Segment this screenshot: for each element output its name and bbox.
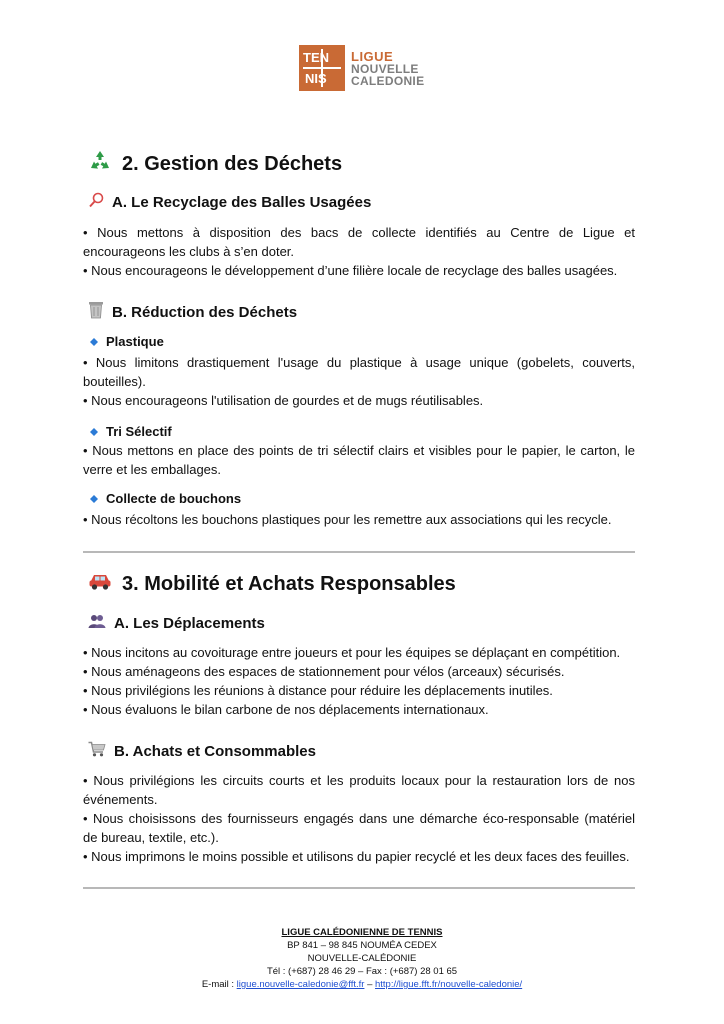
section-3a-title: A. Les Déplacements <box>114 614 265 632</box>
shopping-cart-icon <box>88 741 106 761</box>
blue-diamond-icon <box>90 491 98 506</box>
footer-website-link[interactable]: http://ligue.fft.fr/nouvelle-caledonie/ <box>375 979 523 990</box>
subsection-bouchons-heading <box>90 491 241 506</box>
footer-organization: LIGUE CALÉDONIENNE DE TENNIS <box>281 927 443 938</box>
list-item: • Nous aménageons des espaces de stationnement pour vélos (arceaux) sécurisés. <box>83 664 565 679</box>
section-3a-body <box>83 643 635 719</box>
car-icon <box>88 571 112 597</box>
logo-wordmark <box>351 50 424 87</box>
logo-line-2: NOUVELLE <box>351 61 419 76</box>
footer-region: NOUVELLE-CALÉDONIE <box>307 953 417 964</box>
list-item: • Nous récoltons les bouchons plastiques pour les remettre aux associations qui les recycle. <box>83 512 612 527</box>
blue-diamond-icon <box>90 424 98 439</box>
section-3-heading <box>88 571 456 597</box>
footer-phone: Tél : (+687) 28 46 29 – Fax : (+687) 28 01 65 <box>266 966 458 977</box>
tennis-racket-icon <box>88 192 104 212</box>
subsection-plastique-body <box>83 353 635 410</box>
section-2-title: 2. Gestion des Déchets <box>122 152 343 175</box>
subsection-tri-body <box>83 441 635 479</box>
logo-mark-bottom: NIS <box>305 71 327 86</box>
logo-mark <box>299 45 345 91</box>
section-divider <box>83 551 635 553</box>
section-2a-body <box>83 223 635 280</box>
footer-email-label: E-mail : <box>201 979 237 990</box>
wastebasket-icon <box>88 301 104 323</box>
section-2a-heading <box>88 192 371 212</box>
subsection-bouchons-body <box>83 510 635 529</box>
list-item: • Nous privilégions les circuits courts et les produits locaux pour la restauration lors de nos événements. <box>83 773 635 807</box>
list-item: • Nous évaluons le bilan carbone de nos déplacements internationaux. <box>83 702 489 717</box>
footer-email-link[interactable]: ligue.nouvelle-caledonie@fft.fr <box>236 979 365 990</box>
section-3b-title: B. Achats et Consommables <box>114 742 316 760</box>
subsection-tri-heading <box>90 424 172 439</box>
footer <box>0 926 724 991</box>
footer-contact-line <box>0 978 724 991</box>
section-2b-title: B. Réduction des Déchets <box>112 303 298 321</box>
list-item: • Nous mettons en place des points de tri sélectif clairs et visibles pour le papier, le carton, le verre et les emballages. <box>83 443 635 477</box>
section-3a-heading <box>88 613 265 633</box>
section-2b-heading <box>88 301 297 323</box>
blue-diamond-icon <box>90 334 98 349</box>
subsection-title: Collecte de bouchons <box>106 491 242 506</box>
logo-line-3: CALEDONIE <box>351 73 425 88</box>
list-item: • Nous encourageons le développement d’une filière locale de recyclage des balles usagées. <box>83 263 618 278</box>
list-item: • Nous choisissons des fournisseurs engagés dans une démarche éco-responsable (matériel de bureau, textile, etc.). <box>83 811 635 845</box>
list-item: • Nous imprimons le moins possible et utilisons du papier recyclé et les deux faces des feuilles. <box>83 849 630 864</box>
list-item: • Nous encourageons l'utilisation de gourdes et de mugs réutilisables. <box>83 393 484 408</box>
list-item: • Nous privilégions les réunions à distance pour réduire les déplacements inutiles. <box>83 683 553 698</box>
section-3-title: 3. Mobilité et Achats Responsables <box>122 572 456 595</box>
list-item: • Nous incitons au covoiturage entre joueurs et pour les équipes se déplaçant en compétition. <box>83 645 621 660</box>
logo-line-1: LIGUE <box>351 48 394 64</box>
subsection-title: Plastique <box>106 334 164 349</box>
logo-mark-top: TEN <box>303 50 329 65</box>
footer-address: BP 841 – 98 845 NOUMÉA CEDEX <box>287 940 437 951</box>
list-item: • Nous mettons à disposition des bacs de collecte identifiés au Centre de Ligue et encourageons les clubs à s’en doter. <box>83 225 635 259</box>
list-item: • Nous limitons drastiquement l'usage du plastique à usage unique (gobelets, couverts, bouteilles). <box>83 355 635 389</box>
footer-divider <box>83 887 635 889</box>
footer-separator: – <box>364 979 375 990</box>
league-logo <box>299 45 424 91</box>
people-icon <box>88 613 106 633</box>
section-3b-body <box>83 771 635 866</box>
subsection-title: Tri Sélectif <box>106 424 172 439</box>
subsection-plastique-heading <box>90 334 164 349</box>
section-3b-heading <box>88 741 316 761</box>
recycle-icon <box>88 149 112 179</box>
section-2-heading <box>88 149 342 179</box>
section-2a-title: A. Le Recyclage des Balles Usagées <box>112 193 372 211</box>
